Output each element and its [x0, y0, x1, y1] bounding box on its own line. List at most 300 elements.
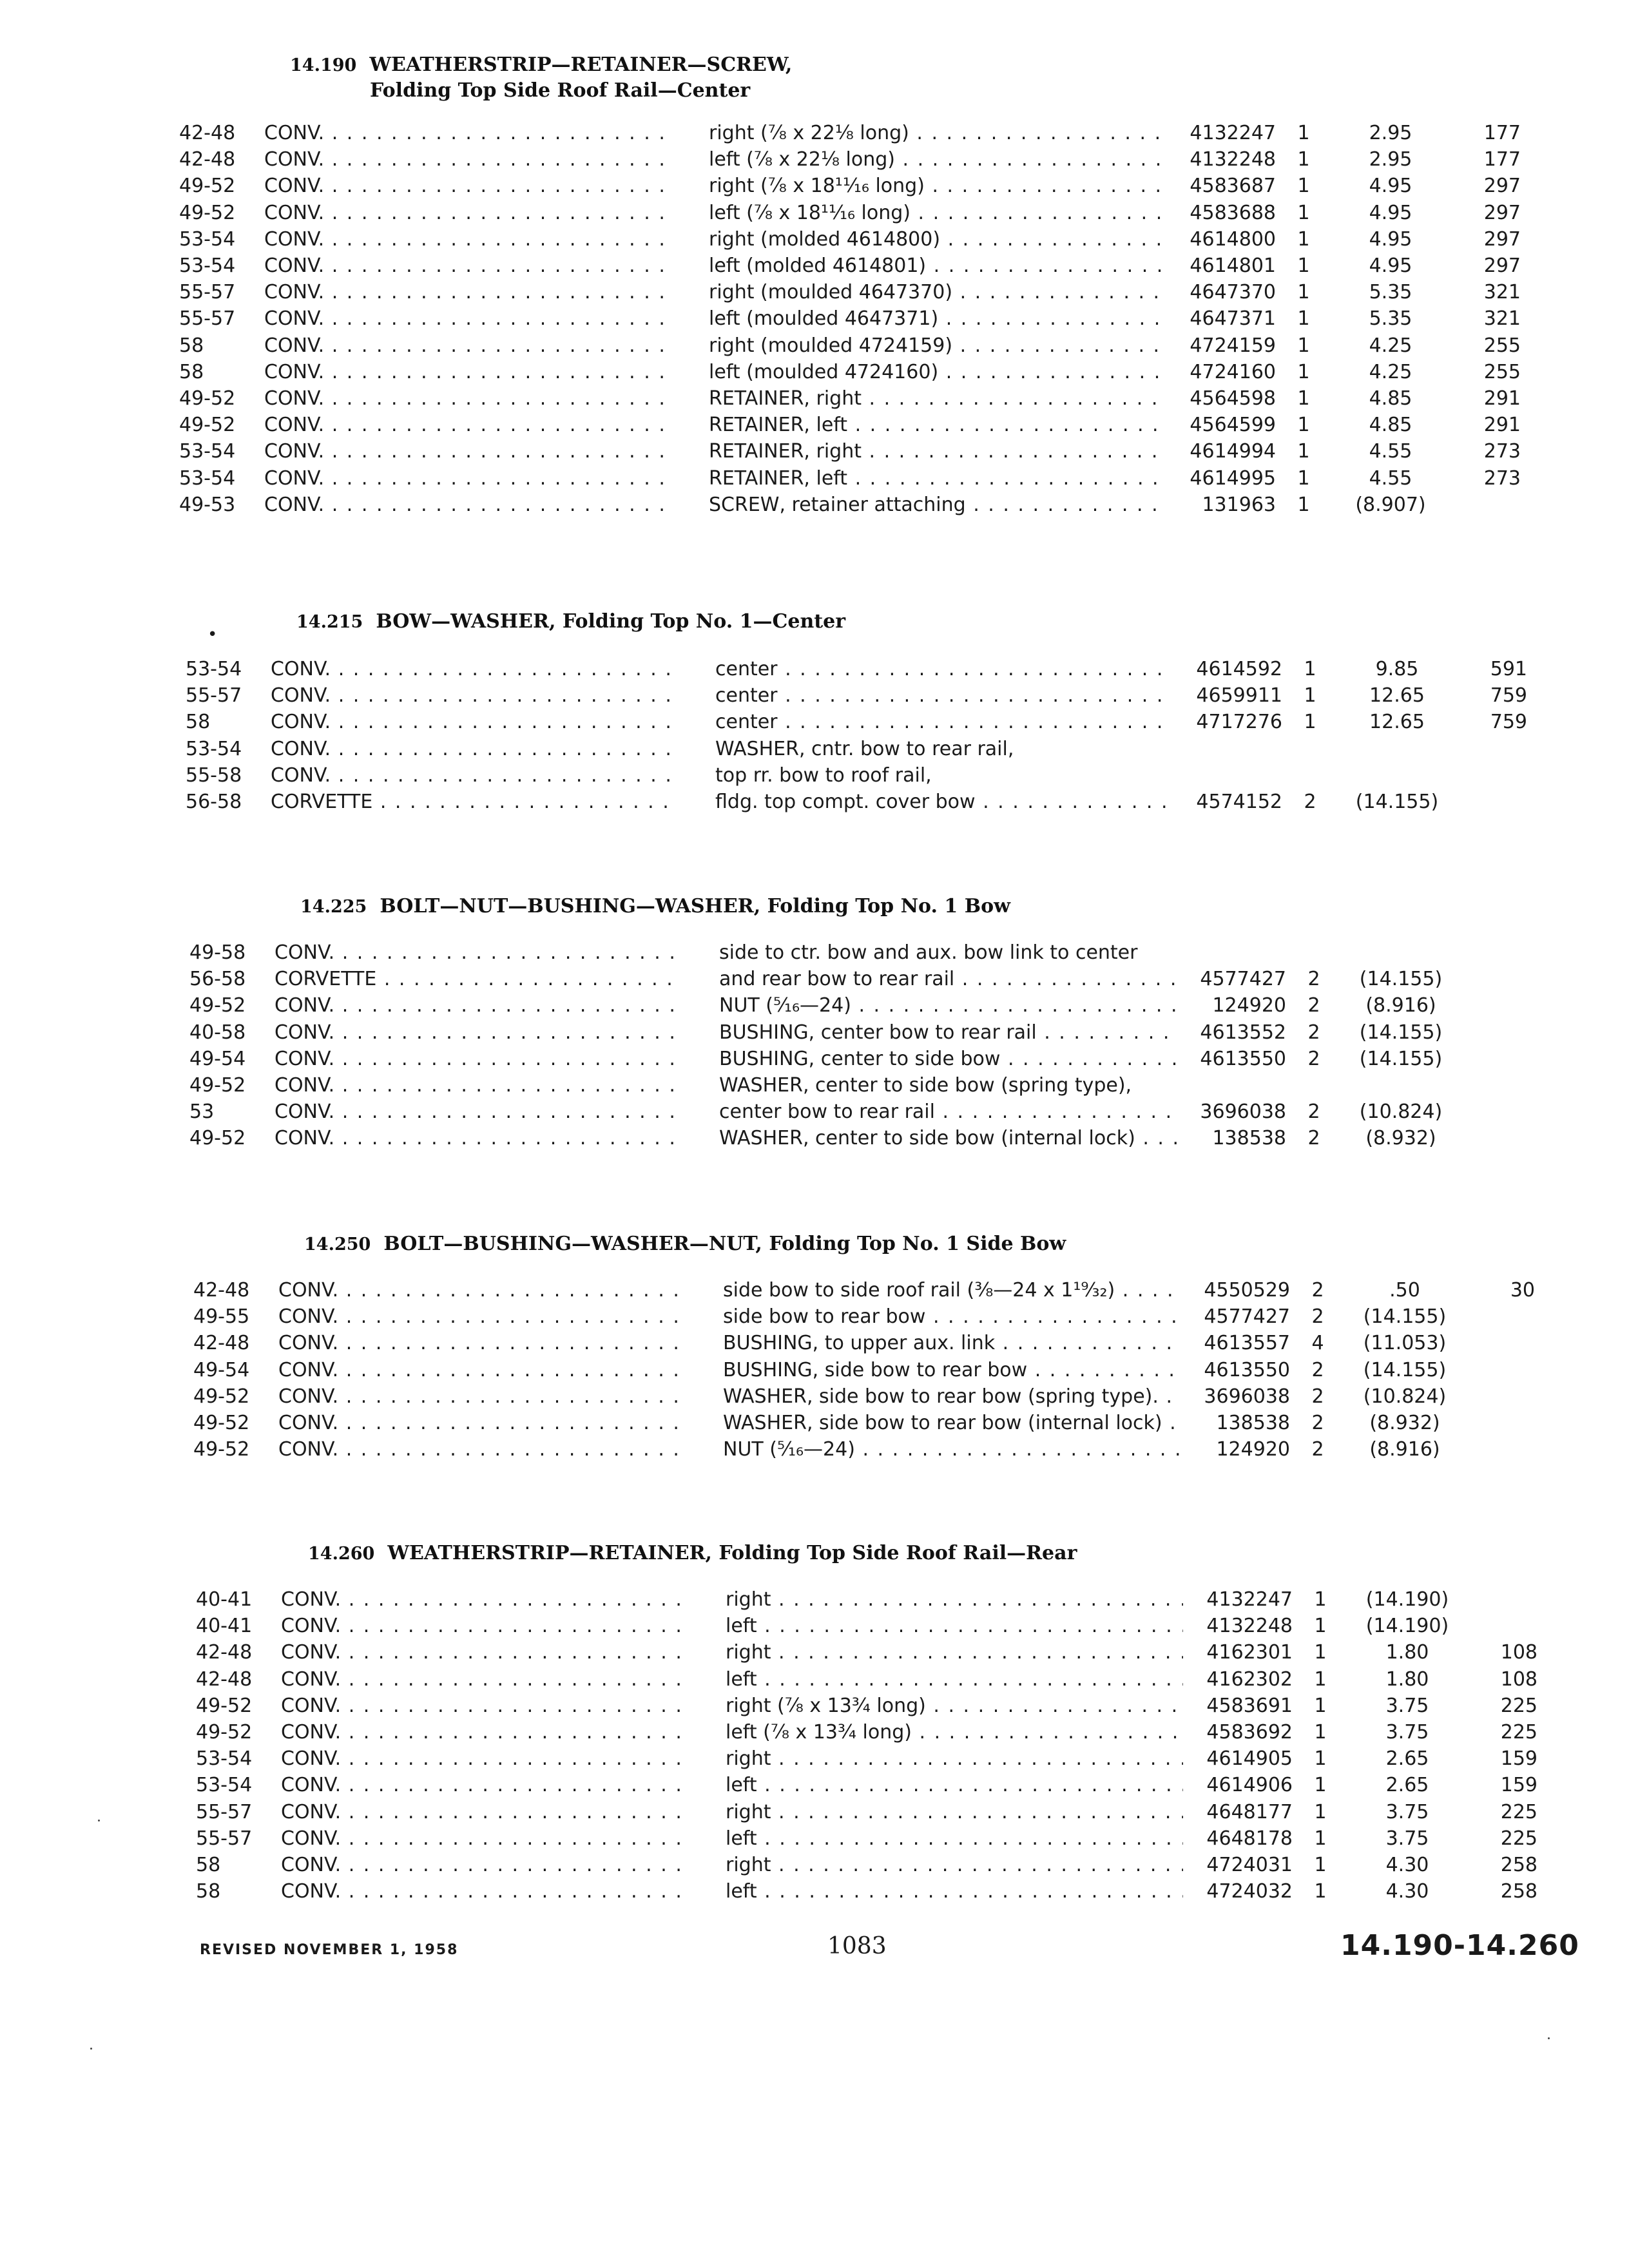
part-number: 3696038 — [1200, 1100, 1286, 1124]
part-description: side to ctr. bow and aux. bow link to center — [719, 941, 1138, 964]
parts-row — [179, 200, 1629, 226]
model-year: 40-41 — [196, 1615, 253, 1638]
parts-row — [179, 305, 1629, 332]
price-code: 177 — [1483, 148, 1521, 171]
part-number: 4724032 — [1206, 1880, 1293, 1903]
part-description: left . . . — [726, 1772, 1183, 1798]
section-title: BOLT—BUSHING—WASHER—NUT, Folding Top No. 1 Side Bow — [383, 1233, 1066, 1255]
model-year: 49-52 — [179, 175, 236, 198]
parts-row — [189, 992, 1629, 1019]
part-description: left (moulded 4724160) . . . — [709, 359, 1166, 385]
model-year: 49-52 — [193, 1412, 250, 1434]
model-year: 42-48 — [179, 148, 236, 171]
list-price: 3.75 — [1385, 1827, 1429, 1850]
model-name: CONV. . . . — [281, 1825, 680, 1852]
model-year: 53-54 — [196, 1747, 253, 1771]
quantity: 1 — [1304, 684, 1316, 707]
part-number: 4564598 — [1190, 387, 1276, 410]
parts-row — [179, 359, 1629, 385]
model-name: CONV. . . . — [264, 305, 664, 332]
part-description: and rear bow to rear rail . . . — [719, 966, 1177, 992]
list-price: 12.65 — [1369, 684, 1425, 707]
quantity: 1 — [1314, 1721, 1327, 1744]
part-description: center . . . — [715, 656, 1173, 682]
part-number: 4614906 — [1206, 1774, 1293, 1797]
model-name: CORVETTE . . . — [271, 789, 670, 815]
quantity: 2 — [1307, 994, 1320, 1017]
model-year: 42-48 — [196, 1667, 253, 1691]
section-heading — [300, 893, 1010, 921]
list-price: 4.95 — [1369, 227, 1412, 251]
part-description: WASHER, side bow to rear bow (spring type). . . . — [723, 1383, 1181, 1410]
parts-row — [186, 656, 1629, 682]
list-price: (8.907) — [1355, 493, 1426, 516]
quantity: 2 — [1311, 1358, 1324, 1381]
part-description: right (⅞ x 18¹¹⁄₁₆ long) . . . — [709, 173, 1166, 199]
model-name: CONV. . . . — [281, 1745, 680, 1772]
part-number: 4583688 — [1190, 201, 1276, 224]
model-name: CONV. . . . — [275, 1019, 674, 1046]
list-price: (14.155) — [1359, 968, 1443, 991]
price-code: 759 — [1490, 684, 1527, 707]
list-price: .50 — [1389, 1279, 1420, 1302]
model-year: 42-48 — [179, 122, 236, 144]
price-code: 255 — [1483, 360, 1521, 383]
model-name: CONV. . . . — [281, 1799, 680, 1825]
part-number: 4614800 — [1190, 227, 1276, 251]
price-code: 291 — [1483, 387, 1521, 410]
model-year: 58 — [196, 1880, 221, 1903]
quantity: 2 — [1307, 1100, 1320, 1124]
list-price: 3.75 — [1385, 1721, 1429, 1744]
model-name: CONV. . . . — [281, 1719, 680, 1745]
model-year: 53-54 — [179, 466, 236, 490]
list-price: 5.35 — [1369, 281, 1412, 304]
quantity: 1 — [1314, 1747, 1327, 1771]
parts-row — [196, 1852, 1629, 1878]
part-number: 4724031 — [1206, 1854, 1293, 1876]
price-code: 591 — [1490, 658, 1527, 680]
part-description: RETAINER, right . . . — [709, 385, 1166, 412]
model-year: 49-52 — [193, 1385, 250, 1408]
parts-row — [179, 120, 1629, 146]
model-name: CONV. . . . — [264, 438, 664, 465]
part-description: left (⅞ x 13¾ long) . . . — [726, 1719, 1183, 1745]
quantity: 2 — [1311, 1385, 1324, 1408]
model-name: CONV. . . . — [264, 173, 664, 199]
part-number: 138538 — [1212, 1127, 1286, 1150]
model-name: CONV. . . . — [264, 332, 664, 359]
model-name: CONV. . . . — [275, 1072, 674, 1099]
quantity: 1 — [1297, 175, 1310, 198]
parts-row — [186, 709, 1629, 735]
part-description: BUSHING, side bow to rear bow . . . — [723, 1357, 1181, 1383]
part-number: 4132248 — [1206, 1615, 1293, 1638]
quantity: 1 — [1314, 1667, 1327, 1691]
model-name: CORVETTE . . . — [275, 966, 674, 992]
part-description: left . . . — [726, 1613, 1183, 1639]
model-name: CONV. . . . — [264, 200, 664, 226]
list-price: 3.75 — [1385, 1694, 1429, 1717]
part-number: 4132247 — [1206, 1588, 1293, 1611]
quantity: 1 — [1297, 227, 1310, 251]
list-price: 4.95 — [1369, 175, 1412, 198]
model-year: 49-52 — [179, 414, 236, 437]
part-description: RETAINER, left . . . — [709, 465, 1166, 492]
price-code: 225 — [1500, 1694, 1537, 1717]
model-name: CONV. . . . — [281, 1852, 680, 1878]
list-price: (14.155) — [1355, 791, 1439, 813]
parts-row — [193, 1357, 1629, 1383]
part-number: 4647370 — [1190, 281, 1276, 304]
parts-row — [179, 385, 1629, 412]
price-code: 225 — [1500, 1721, 1537, 1744]
parts-row — [179, 173, 1629, 199]
section-number: 14.215 — [296, 612, 363, 632]
list-price: 12.65 — [1369, 711, 1425, 734]
model-year: 49-52 — [179, 201, 236, 224]
section-subtitle: Folding Top Side Roof Rail—Center — [370, 79, 751, 102]
model-name: CONV. . . . — [278, 1357, 678, 1383]
part-description: NUT (⁵⁄₁₆—24) . . . — [719, 992, 1177, 1019]
quantity: 1 — [1297, 493, 1310, 516]
list-price: 4.25 — [1369, 360, 1412, 383]
model-name: CONV. . . . — [278, 1383, 678, 1410]
parts-row — [196, 1772, 1629, 1798]
section-heading — [290, 52, 793, 102]
quantity: 1 — [1304, 658, 1316, 680]
part-description: right (molded 4614800) . . . — [709, 226, 1166, 253]
list-price: (14.155) — [1359, 1021, 1443, 1044]
price-code: 255 — [1483, 334, 1521, 357]
section-title: WEATHERSTRIP—RETAINER, Folding Top Side Roof Rail—Rear — [387, 1542, 1077, 1564]
model-year: 55-58 — [186, 764, 242, 787]
model-year: 49-52 — [179, 387, 236, 410]
price-code: 291 — [1483, 414, 1521, 437]
model-name: CONV. . . . — [275, 992, 674, 1019]
quantity: 4 — [1311, 1332, 1324, 1355]
model-year: 49-54 — [193, 1358, 250, 1381]
scan-speck — [90, 2048, 92, 2050]
parts-row — [186, 789, 1629, 815]
parts-row — [179, 492, 1629, 518]
list-price: (14.155) — [1359, 1047, 1443, 1070]
model-name: CONV. . . . — [271, 682, 670, 709]
parts-row — [189, 1019, 1629, 1046]
model-name: CONV. . . . — [281, 1586, 680, 1613]
parts-row — [196, 1719, 1629, 1745]
part-number: 4132248 — [1190, 148, 1276, 171]
scan-speck — [1548, 2037, 1550, 2039]
section-range: 14.190-14.260 — [1340, 1929, 1579, 1962]
price-code: 297 — [1483, 201, 1521, 224]
parts-row — [196, 1825, 1629, 1852]
section-number: 14.190 — [290, 55, 357, 75]
part-description: WASHER, center to side bow (internal lock) . . . — [719, 1125, 1177, 1151]
list-price: 4.85 — [1369, 387, 1412, 410]
part-description: left (⅞ x 22⅛ long) . . . — [709, 146, 1166, 173]
model-name: CONV. . . . — [264, 412, 664, 438]
bullet-mark: • — [207, 625, 218, 644]
part-number: 4577427 — [1200, 968, 1286, 991]
list-price: 4.95 — [1369, 201, 1412, 224]
part-number: 4614994 — [1190, 440, 1276, 463]
part-description: center bow to rear rail . . . — [719, 1099, 1177, 1125]
list-price: 4.30 — [1385, 1880, 1429, 1903]
part-number: 4614592 — [1196, 658, 1282, 680]
part-description: top rr. bow to roof rail, — [715, 764, 932, 787]
quantity: 1 — [1297, 307, 1310, 331]
model-year: 42-48 — [193, 1332, 250, 1355]
model-year: 49-53 — [179, 493, 236, 516]
parts-row — [196, 1693, 1629, 1719]
part-number: 4717276 — [1196, 711, 1282, 734]
price-code: 273 — [1483, 440, 1521, 463]
quantity: 1 — [1297, 360, 1310, 383]
part-description: WASHER, side bow to rear bow (internal lock) . . . — [723, 1410, 1181, 1436]
price-code: 159 — [1500, 1747, 1537, 1771]
parts-row — [196, 1613, 1629, 1639]
list-price: (8.932) — [1369, 1412, 1440, 1434]
quantity: 1 — [1314, 1854, 1327, 1876]
model-name: CONV. . . . — [281, 1639, 680, 1666]
list-price: 4.55 — [1369, 440, 1412, 463]
quantity: 2 — [1307, 968, 1320, 991]
model-year: 58 — [186, 711, 211, 734]
part-number: 4583687 — [1190, 175, 1276, 198]
parts-row — [179, 332, 1629, 359]
part-description: WASHER, center to side bow (spring type), — [719, 1074, 1132, 1097]
price-code: 30 — [1510, 1279, 1535, 1302]
model-year: 49-52 — [189, 994, 246, 1017]
quantity: 2 — [1311, 1412, 1324, 1434]
model-name: CONV. . . . — [271, 762, 670, 789]
model-year: 55-57 — [196, 1827, 253, 1850]
parts-row — [193, 1303, 1629, 1330]
part-number: 4577427 — [1204, 1305, 1290, 1329]
scan-speck — [98, 1820, 100, 1821]
model-year: 40-58 — [189, 1021, 246, 1044]
model-year: 40-41 — [196, 1588, 253, 1611]
list-price: (14.155) — [1363, 1358, 1447, 1381]
model-year: 49-55 — [193, 1305, 250, 1329]
part-description: NUT (⁵⁄₁₆—24) . . . — [723, 1436, 1181, 1463]
model-year: 49-52 — [189, 1074, 246, 1097]
model-name: CONV. . . . — [278, 1330, 678, 1356]
model-name: CONV. . . . — [281, 1666, 680, 1693]
part-number: 138538 — [1216, 1412, 1290, 1434]
quantity: 1 — [1297, 334, 1310, 357]
quantity: 2 — [1311, 1305, 1324, 1329]
quantity: 2 — [1307, 1021, 1320, 1044]
list-price: (10.824) — [1359, 1100, 1443, 1124]
part-number: 4614801 — [1190, 255, 1276, 277]
list-price: 1.80 — [1385, 1667, 1429, 1691]
parts-row — [179, 226, 1629, 253]
quantity: 1 — [1297, 255, 1310, 277]
section-number: 14.250 — [304, 1235, 371, 1254]
parts-row — [193, 1383, 1629, 1410]
quantity: 2 — [1304, 791, 1316, 813]
part-number: 4613550 — [1204, 1358, 1290, 1381]
quantity: 1 — [1304, 711, 1316, 734]
parts-row — [179, 465, 1629, 492]
model-year: 58 — [196, 1854, 221, 1876]
model-name: CONV. . . . — [264, 226, 664, 253]
section-number: 14.225 — [300, 897, 367, 917]
model-year: 58 — [179, 334, 204, 357]
part-number: 4614995 — [1190, 466, 1276, 490]
parts-row — [196, 1745, 1629, 1772]
quantity: 2 — [1307, 1127, 1320, 1150]
quantity: 1 — [1314, 1641, 1327, 1664]
model-name: CONV. . . . — [275, 1099, 674, 1125]
model-year: 56-58 — [189, 968, 246, 991]
model-year: 53-54 — [179, 440, 236, 463]
page-number: 1083 — [827, 1933, 887, 1959]
section-heading — [296, 608, 845, 636]
quantity: 1 — [1314, 1880, 1327, 1903]
list-price: 2.65 — [1385, 1747, 1429, 1771]
part-number: 4564599 — [1190, 414, 1276, 437]
model-name: CONV. . . . — [264, 279, 664, 305]
price-code: 159 — [1500, 1774, 1537, 1797]
parts-row — [186, 762, 1629, 789]
model-year: 55-57 — [179, 307, 236, 331]
part-number: 4724159 — [1190, 334, 1276, 357]
part-description: left (molded 4614801) . . . — [709, 253, 1166, 279]
quantity: 1 — [1297, 122, 1310, 144]
list-price: 4.30 — [1385, 1854, 1429, 1876]
parts-row — [179, 438, 1629, 465]
part-description: right (moulded 4647370) . . . — [709, 279, 1166, 305]
part-number: 4614905 — [1206, 1747, 1293, 1771]
part-description: center . . . — [715, 709, 1173, 735]
part-number: 124920 — [1216, 1438, 1290, 1461]
part-description: right (⅞ x 13¾ long) . . . — [726, 1693, 1183, 1719]
part-description: right . . . — [726, 1852, 1183, 1878]
model-year: 49-52 — [189, 1127, 246, 1150]
model-name: CONV. . . . — [281, 1772, 680, 1798]
part-description: BUSHING, center bow to rear rail . . . — [719, 1019, 1177, 1046]
part-description: left . . . — [726, 1825, 1183, 1852]
list-price: 4.25 — [1369, 334, 1412, 357]
part-number: 4550529 — [1204, 1279, 1290, 1302]
price-code: 258 — [1500, 1854, 1537, 1876]
part-number: 3696038 — [1204, 1385, 1290, 1408]
model-name: CONV. . . . — [281, 1613, 680, 1639]
price-code: 225 — [1500, 1800, 1537, 1823]
part-description: side bow to side roof rail (⅜—24 x 1¹⁹⁄₃₂) . . . — [723, 1277, 1181, 1303]
price-code: 297 — [1483, 175, 1521, 198]
section-title: WEATHERSTRIP—RETAINER—SCREW, — [369, 53, 793, 76]
quantity: 1 — [1297, 466, 1310, 490]
parts-row — [196, 1639, 1629, 1666]
list-price: 3.75 — [1385, 1800, 1429, 1823]
part-description: BUSHING, to upper aux. link . . . — [723, 1330, 1181, 1356]
quantity: 1 — [1314, 1615, 1327, 1638]
model-name: CONV. . . . — [264, 492, 664, 518]
part-description: left (⅞ x 18¹¹⁄₁₆ long) . . . — [709, 200, 1166, 226]
model-name: CONV. . . . — [278, 1277, 678, 1303]
price-code: 108 — [1500, 1641, 1537, 1664]
parts-row — [179, 279, 1629, 305]
list-price: (14.190) — [1365, 1588, 1449, 1611]
part-number: 4659911 — [1196, 684, 1282, 707]
model-year: 42-48 — [193, 1279, 250, 1302]
price-code: 177 — [1483, 122, 1521, 144]
part-description: right . . . — [726, 1745, 1183, 1772]
part-description: WASHER, cntr. bow to rear rail, — [715, 737, 1014, 760]
quantity: 2 — [1311, 1279, 1324, 1302]
parts-row — [196, 1666, 1629, 1693]
price-code: 225 — [1500, 1827, 1537, 1850]
quantity: 1 — [1297, 201, 1310, 224]
part-number: 131963 — [1202, 493, 1276, 516]
part-description: right . . . — [726, 1586, 1183, 1613]
list-price: (11.053) — [1363, 1332, 1447, 1355]
part-number: 4648178 — [1206, 1827, 1293, 1850]
model-year: 53-54 — [196, 1774, 253, 1797]
model-name: CONV. . . . — [271, 656, 670, 682]
model-year: 58 — [179, 360, 204, 383]
quantity: 1 — [1314, 1800, 1327, 1823]
list-price: 1.80 — [1385, 1641, 1429, 1664]
part-number: 124920 — [1212, 994, 1286, 1017]
part-description: side bow to rear bow . . . — [723, 1303, 1181, 1330]
part-number: 4132247 — [1190, 122, 1276, 144]
part-description: fldg. top compt. cover bow . . . — [715, 789, 1173, 815]
model-name: CONV. . . . — [281, 1878, 680, 1905]
part-number: 4162301 — [1206, 1641, 1293, 1664]
list-price: (8.932) — [1365, 1127, 1436, 1150]
parts-row — [193, 1330, 1629, 1356]
parts-row — [179, 412, 1629, 438]
part-description: RETAINER, right . . . — [709, 438, 1166, 465]
quantity: 1 — [1314, 1774, 1327, 1797]
part-number: 4647371 — [1190, 307, 1276, 331]
parts-row — [179, 253, 1629, 279]
section-heading — [308, 1540, 1077, 1568]
model-year: 49-54 — [189, 1047, 246, 1070]
model-year: 55-57 — [186, 684, 242, 707]
model-name: CONV. . . . — [264, 253, 664, 279]
section-title: BOW—WASHER, Folding Top No. 1—Center — [376, 610, 846, 633]
part-number: 4583691 — [1206, 1694, 1293, 1717]
part-description: left . . . — [726, 1666, 1183, 1693]
list-price: 2.95 — [1369, 122, 1412, 144]
part-description: BUSHING, center to side bow . . . — [719, 1046, 1177, 1072]
part-description: right . . . — [726, 1799, 1183, 1825]
model-year: 49-52 — [196, 1694, 253, 1717]
model-name: CONV. . . . — [278, 1436, 678, 1463]
section-heading — [304, 1231, 1066, 1258]
quantity: 1 — [1297, 148, 1310, 171]
part-number: 4613557 — [1204, 1332, 1290, 1355]
model-year: 49-52 — [196, 1721, 253, 1744]
revision-date: REVISED NOVEMBER 1, 1958 — [200, 1942, 459, 1958]
model-year: 53-54 — [179, 255, 236, 277]
part-number: 4613552 — [1200, 1021, 1286, 1044]
model-name: CONV. . . . — [264, 465, 664, 492]
part-number: 4574152 — [1196, 791, 1282, 813]
list-price: 2.65 — [1385, 1774, 1429, 1797]
model-year: 56-58 — [186, 791, 242, 813]
quantity: 1 — [1314, 1694, 1327, 1717]
list-price: 9.85 — [1375, 658, 1419, 680]
parts-row — [193, 1410, 1629, 1436]
parts-row — [193, 1436, 1629, 1463]
